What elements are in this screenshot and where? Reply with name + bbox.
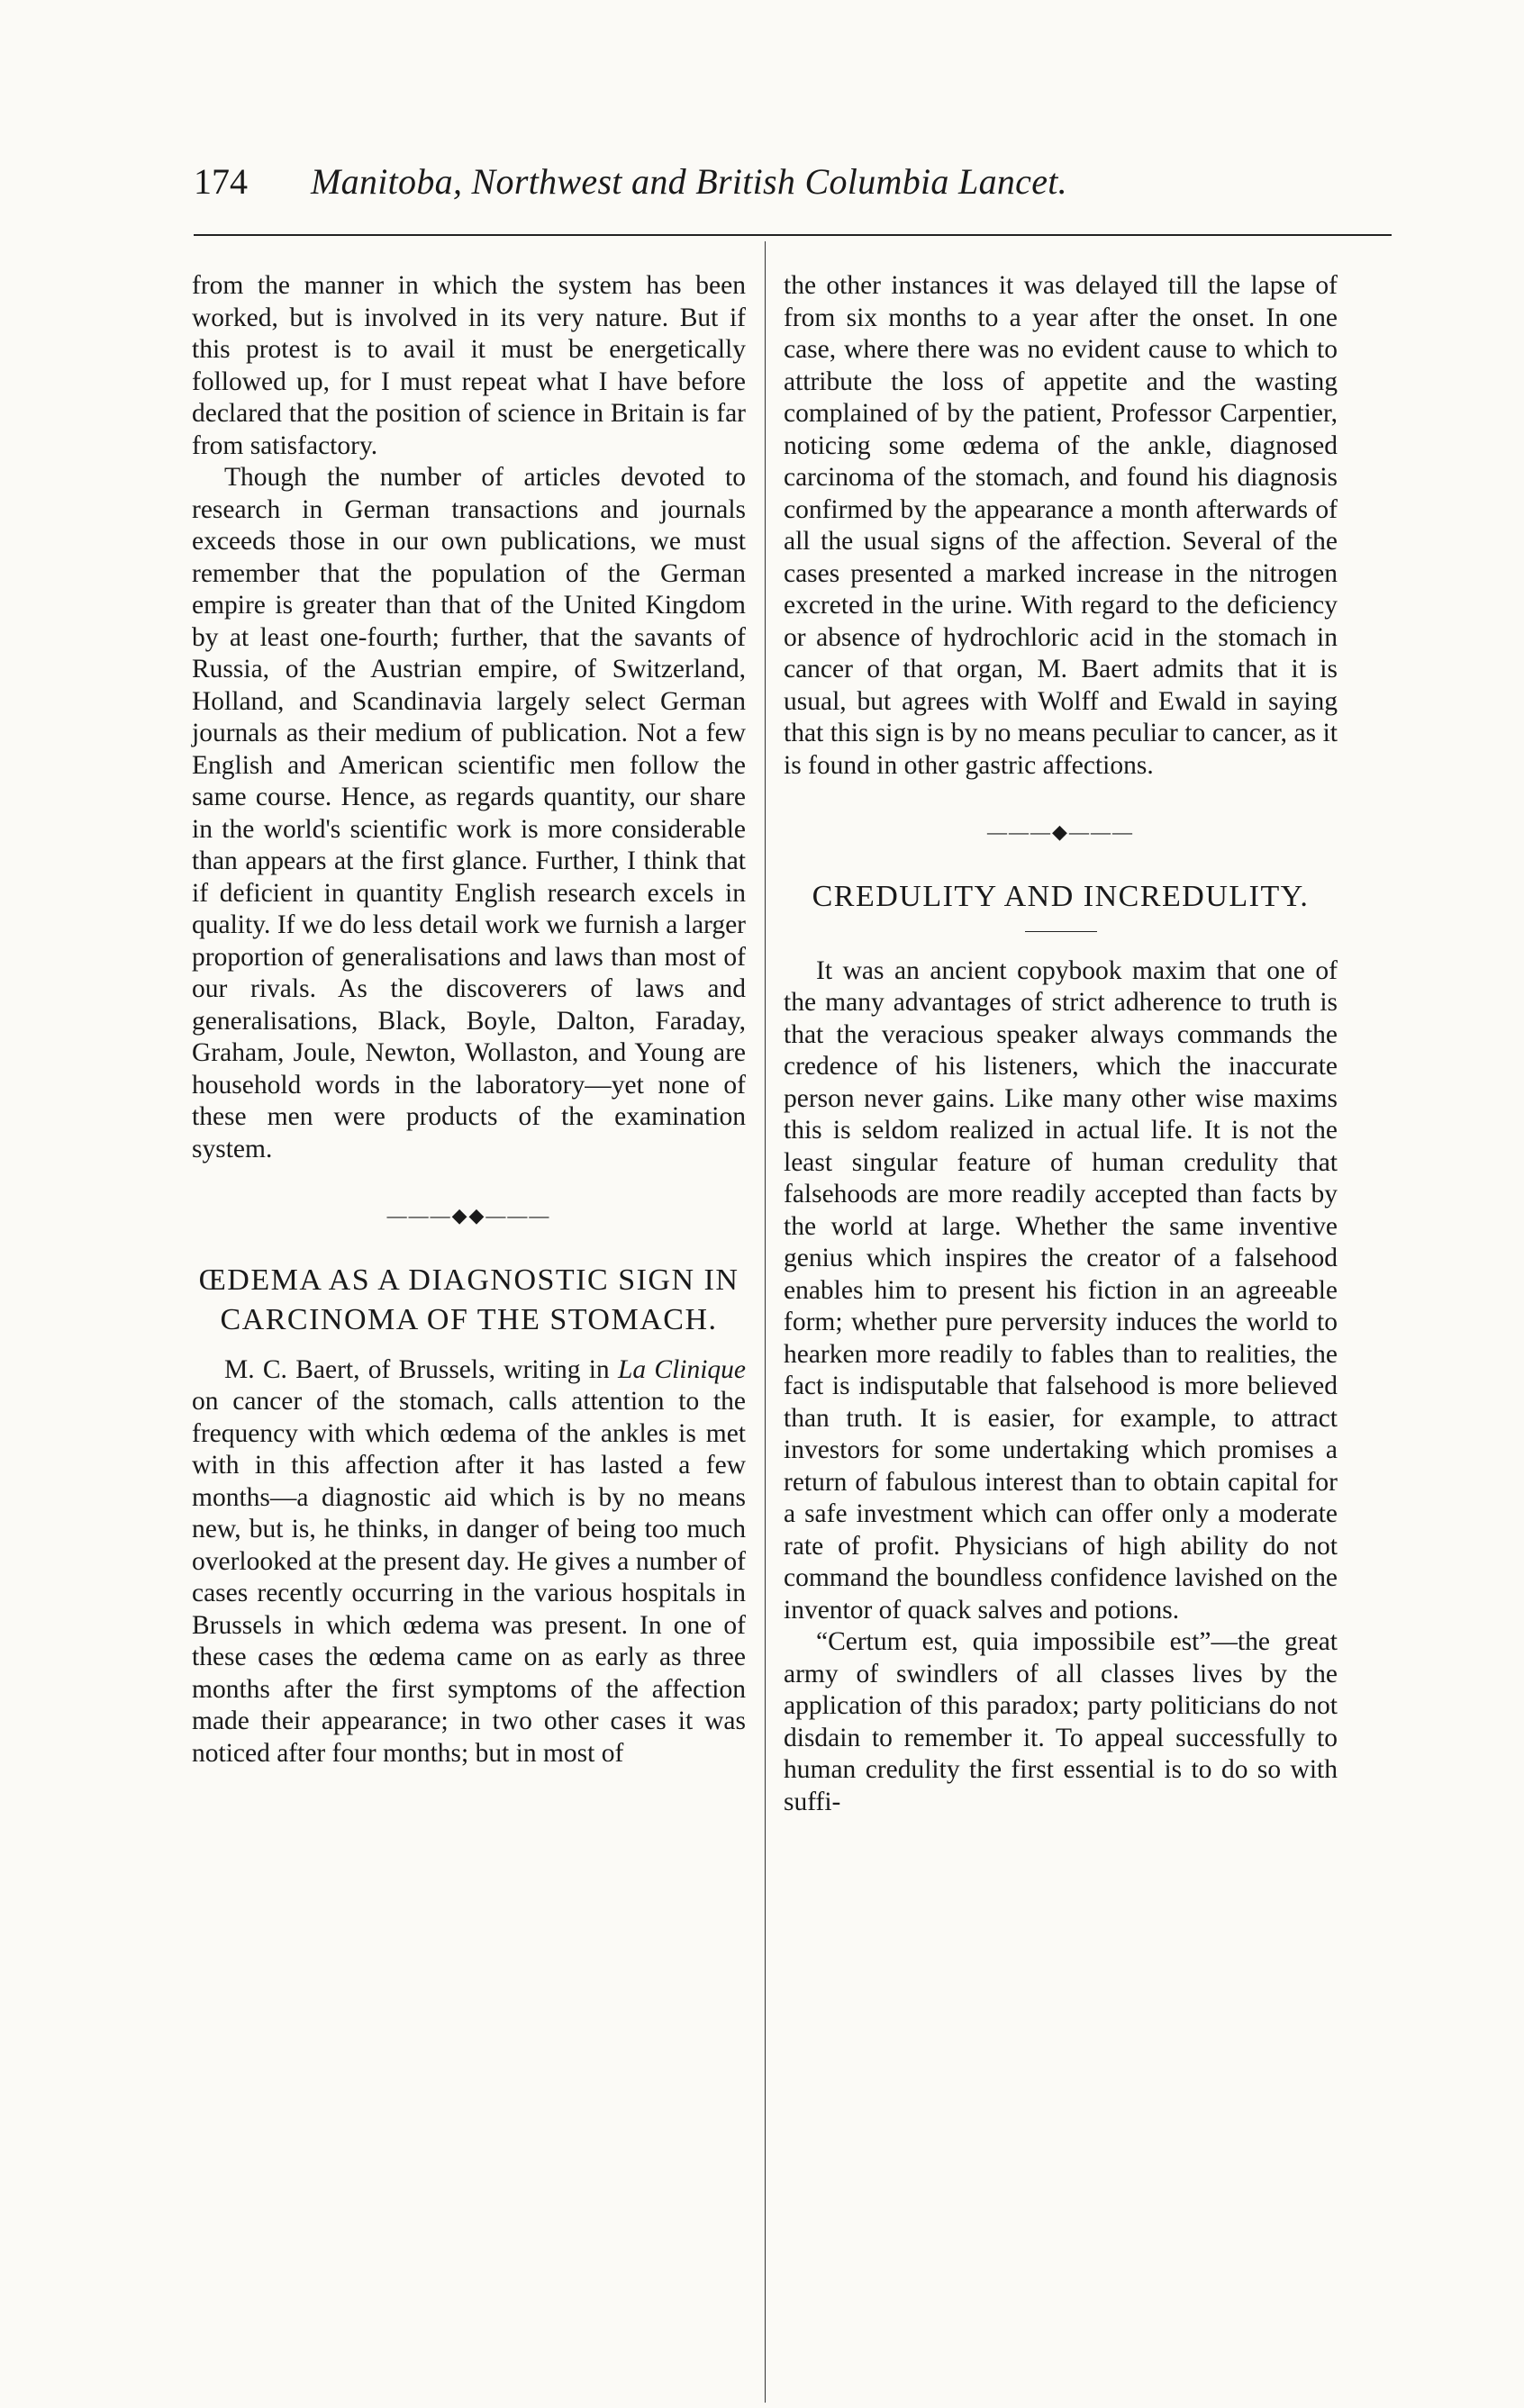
paragraph: the other instances it was delayed till the lapse of from six months to a year after the onset. In one case, where there was no evident cause to which to attribute the loss of appetite and the wasting complained of by the patient, Professor Carpentier, noticing some œdema of the ankle, diagnosed carcinoma of the stomach, and found his diagnosis confirmed by the appearance a month afterwards of all the usual signs of the affection. Several of the cases presented a marked increase in the nitrogen excreted in the urine. With regard to the deficiency or absence of hydrochloric acid in the stomach in cancer of that organ, M. Baert admits that it is usual, but agrees with Wolff and Ewald in saying that this sign is by no means peculiar to cancer, as it is found in other gastric affections. [784,271,1338,780]
paragraph [192,1354,746,1770]
paragraph: from the manner in which the system has been worked, but is involved in its very nature. But if this protest is to avail it must be energetically followed up, for I must repeat what I have before declared that the position of science in Britain is far from satisfactory. [192,271,746,460]
running-title: Manitoba, Northwest and British Columbia Lancet. [311,161,1067,202]
column-divider [765,241,766,2403]
paragraph: It was an ancient copybook maxim that one of the many advantages of strict adherence to truth is that the veracious speaker always commands the credence of his listeners, which the inaccurate person never gains. Like many other wise maxims this is seldom realized in actual life. It is not the least singular feature of human credulity that falsehoods are more readily accepted than facts by the world at large. Whether the same inventive genius which inspires the creator of a falsehood enables him to present his fiction in an agreeable form; whether pure perversity induces the world to hearken more readily to fables than to realities, the fact is indisputable that falsehood is more believed than truth. It is easier, for example, to attract investors for some undertaking which promises a return of fabulous interest than to obtain capital for a safe investment which can offer only a moderate rate of profit. Physicians of high ability do not command the boundless confidence lavished on the inventor of quack salves and potions. [784,955,1338,1625]
section-separator: ———◆◆——— [386,1204,551,1227]
paragraph: Though the number of articles devoted to research in German transactions and journals exceeds those in our own publications, we must remember that the population of the German empire is greater than that of the United Kingdom by at least one-fourth; further, that the savants of Russia, of the Austrian empire, of Switzerland, Holland, and Scandinavia largely select German journals as their medium of publication. Not a few English and American scientific men follow the same course. Hence, as regards quantity, our share in the world's scientific work is more considerable than appears at the first glance. Further, I think that if deficient in quantity English research excels in quality. If we do less detail work we furnish a larger proportion of generalisations and laws than most of our rivals. As the discoverers of laws and generalisations, Black, Boyle, Dalton, Faraday, Graham, Joule, Newton, Wollaston, and Young are household words in the laboratory—yet none of these men were products of the examination system. [192,463,746,1163]
article-heading: ŒDEMA AS A DIAGNOSTIC SIGN IN CARCINOMA OF THE STOMACH. [198,1263,739,1336]
right-column [784,270,1338,1818]
paragraph: “Certum est, quia impossibile est”—the great army of swindlers of all classes lives by the application of this paradox; party politicians do not disdain to remember it. To appeal successfully to human credulity the first essential is to do so with suffi- [784,1627,1338,1816]
section-separator: ———◆——— [987,820,1134,843]
header-rule [194,234,1392,236]
journal-title: La Clinique [617,1354,746,1384]
page-number: 174 [194,161,248,202]
text-run: M. C. Baert, of Brussels, writing in [224,1354,618,1384]
article-heading: CREDULITY AND INCREDULITY. [812,879,1310,913]
page-header [194,153,1256,216]
heading-rule [1025,931,1097,932]
text-run: on cancer of the stomach, calls attention to the frequency with which œdema of the ankles is met with in this affection after it has lasted a few months—a diagnostic aid which is by no means new, but is, he thinks, in danger of being too much overlooked at the present day. He gives a number of cases recently occurring in the various hospitals in Brussels in which œdema was present. In one of these cases the œdema came on as early as three months after the first symptoms of the affection made their appearance; in two other cases it was noticed after four months; but in most of [192,1387,746,1768]
left-column [192,270,746,1770]
